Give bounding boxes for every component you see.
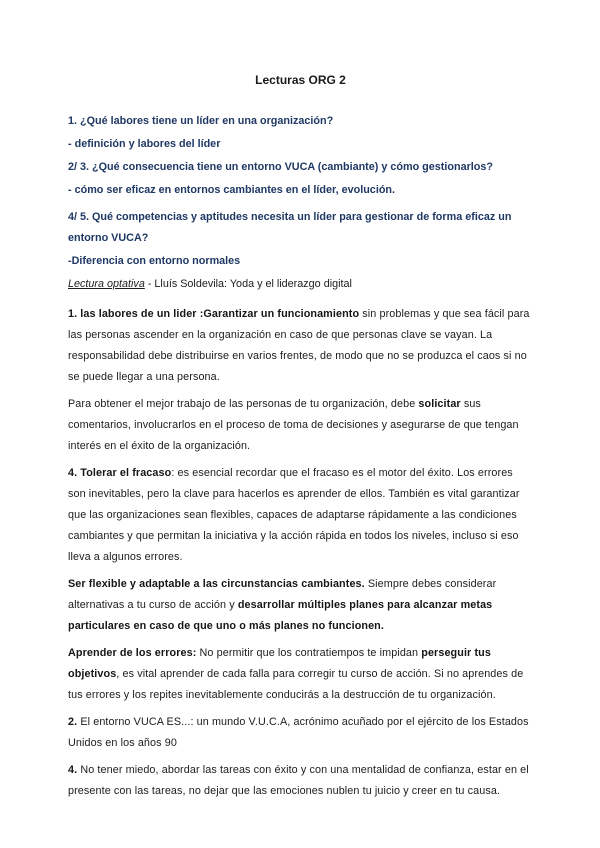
text-segment: Para obtener el mejor trabajo de las personas de tu organización, debe [68, 398, 419, 410]
text-segment: El entorno VUCA ES...: un mundo V.U.C.A, acrónimo acuñado por el ejército de los Estados Unidos en los años 90 [68, 716, 529, 749]
text-segment: Siempre debes considerar alternativas a tu curso de acción y [68, 578, 497, 611]
para-no-tener-miedo [68, 760, 533, 802]
para-aprender-errores [68, 643, 533, 706]
bold-segment: 4. [68, 764, 78, 776]
text-segment: No permitir que los contratiempos te impidan [196, 647, 422, 659]
doc-title: Lecturas ORG 2 [255, 73, 346, 87]
bold-segment: Aprender de los errores: [68, 647, 197, 659]
para-labores-lider [68, 304, 533, 388]
para-mejor-trabajo [68, 394, 533, 457]
bold-segment: perseguir tus objetivos [68, 647, 491, 680]
para-entorno-vuca [68, 712, 533, 754]
bold-segment: desarrollar múltiples planes para alcanzar metas particulares en caso de que uno o más planes no funcionen. [68, 599, 493, 632]
text-segment: No tener miedo, abordar las tareas con éxito y con una mentalidad de confianza, estar en el presente con las tareas, no dejar que las emociones nublen tu juicio y creer en tu causa. [68, 764, 529, 797]
question-1: 1. ¿Qué labores tiene un líder en una organización? [68, 115, 334, 127]
optional-reading-label: Lectura optativa [68, 278, 145, 290]
question-2-3-sub: - cómo ser eficaz en entornos cambiantes en el líder, evolución. [68, 184, 396, 196]
text-segment: sus comentarios, involucrarlos en el proceso de toma de decisiones y asegurarse de que tengan interés en el éxito de la organización. [68, 398, 519, 452]
text-segment: : es esencial recordar que el fracaso es el motor del éxito. Los errores son inevitables, pero la clave para hacerlos es aprender de ellos. También es vital garantizar que las organizaciones sean flexibles, capaces de adaptarse rápidamente a las condiciones cambiantes y que permitan la iniciativa y la acción rápida en todos los niveles, incluso si eso lleva a algunos errores. [68, 467, 520, 563]
optional-reading-line [68, 274, 533, 295]
bold-segment: Ser flexible y adaptable a las circunstancias cambiantes. [68, 578, 365, 590]
para-ser-flexible [68, 574, 533, 637]
bold-segment: solicitar [418, 398, 461, 410]
question-4-5-sub: -Diferencia con entorno normales [68, 255, 241, 267]
bold-segment: 4. Tolerar el fracaso [68, 467, 172, 479]
question-4-5: 4/ 5. Qué competencias y aptitudes necesita un líder para gestionar de forma eficaz un entorno VUCA? [68, 211, 512, 244]
optional-reading-text: - Lluís Soldevila: Yoda y el liderazgo digital [144, 278, 352, 290]
question-1-sub: - definición y labores del líder [68, 138, 221, 150]
question-2-3: 2/ 3. ¿Qué consecuencia tiene un entorno VUCA (cambiante) y cómo gestionarlos? [68, 161, 493, 173]
para-tolerar-fracaso [68, 463, 533, 568]
text-segment: , es vital aprender de cada falla para corregir tu curso de acción. Si no aprendes de tus errores y los repites inevitablemente conducirás a la destrucción de tu organización. [68, 668, 524, 701]
text-segment: sin problemas y que sea fácil para las personas ascender en la organización en caso de que personas clave se vayan. La responsabilidad debe distribuirse en varios frentes, de modo que no se produzca el caos si no se puede llegar a una persona. [68, 308, 530, 383]
bold-segment: 2. [68, 716, 78, 728]
bold-segment: 1. las labores de un lider :Garantizar un funcionamiento [68, 308, 360, 320]
